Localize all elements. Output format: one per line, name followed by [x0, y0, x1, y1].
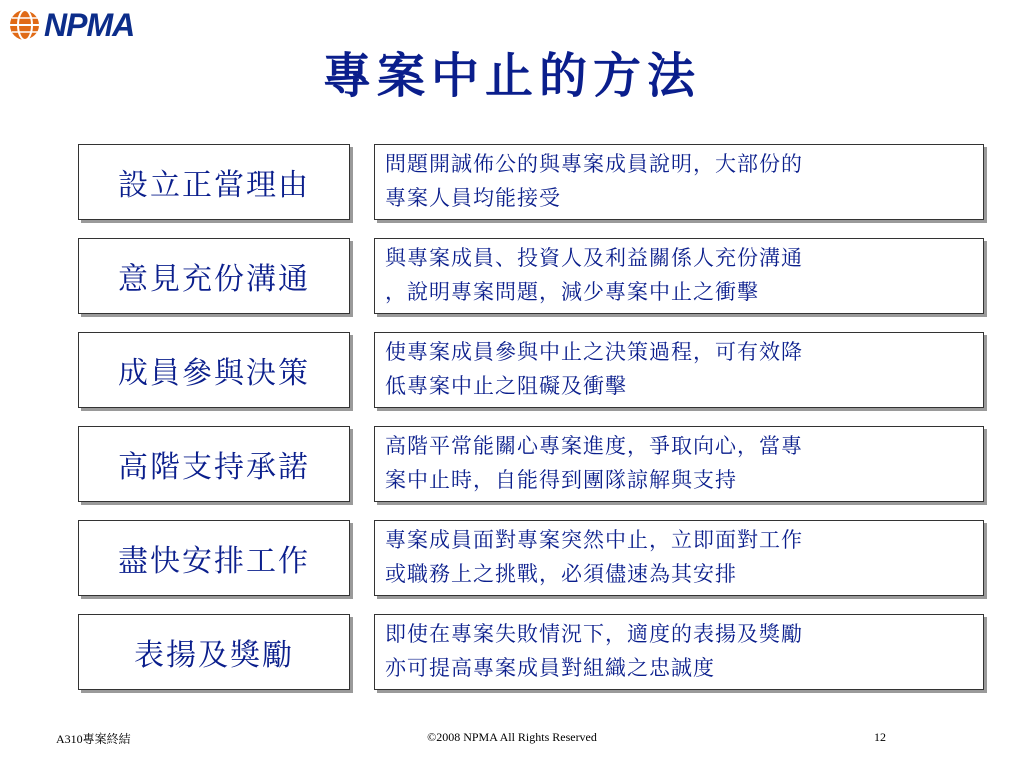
method-row [78, 332, 982, 410]
method-row [78, 238, 982, 316]
logo-text: NPMA [44, 7, 135, 43]
method-term: 表揚及獎勵 [78, 614, 350, 690]
method-term: 盡快安排工作 [78, 520, 350, 596]
method-row [78, 614, 982, 692]
method-description [374, 520, 984, 596]
npma-logo [8, 6, 140, 44]
method-description [374, 614, 984, 690]
globe-icon [8, 8, 42, 42]
method-row [78, 520, 982, 598]
method-description [374, 144, 984, 220]
method-term: 高階支持承諾 [78, 426, 350, 502]
method-description [374, 426, 984, 502]
description-line: 使專案成員參與中止之決策過程，可有效降 [385, 340, 803, 364]
slide-title: 專案中止的方法 [322, 48, 701, 104]
method-row [78, 426, 982, 504]
description-line: 專案人員均能接受 [385, 186, 561, 210]
description-line: 亦可提高專案成員對組織之忠誠度 [385, 656, 715, 680]
method-term: 設立正當理由 [78, 144, 350, 220]
description-line: 或職務上之挑戰，必須儘速為其安排 [385, 562, 737, 586]
description-line: 高階平常能關心專案進度，爭取向心，當專 [385, 434, 803, 458]
method-row [78, 144, 982, 222]
description-line: 問題開誠佈公的與專案成員說明，大部份的 [385, 152, 803, 176]
method-description [374, 238, 984, 314]
description-line: 低專案中止之阻礙及衝擊 [385, 374, 627, 398]
description-line: 與專案成員、投資人及利益關係人充份溝通 [385, 246, 803, 270]
method-description [374, 332, 984, 408]
method-term: 成員參與決策 [78, 332, 350, 408]
description-line: 專案成員面對專案突然中止，立即面對工作 [385, 528, 803, 552]
footer-page-number: 12 [874, 730, 886, 744]
description-line: 即使在專案失敗情況下，適度的表揚及獎勵 [385, 622, 803, 646]
description-line: ，說明專案問題，減少專案中止之衝擊 [385, 280, 759, 304]
description-line: 案中止時，自能得到團隊諒解與支持 [385, 468, 737, 492]
method-term: 意見充份溝通 [78, 238, 350, 314]
footer-copyright: ©2008 NPMA All Rights Reserved [427, 730, 597, 744]
footer-course-code: A310專案終結 [56, 732, 131, 746]
